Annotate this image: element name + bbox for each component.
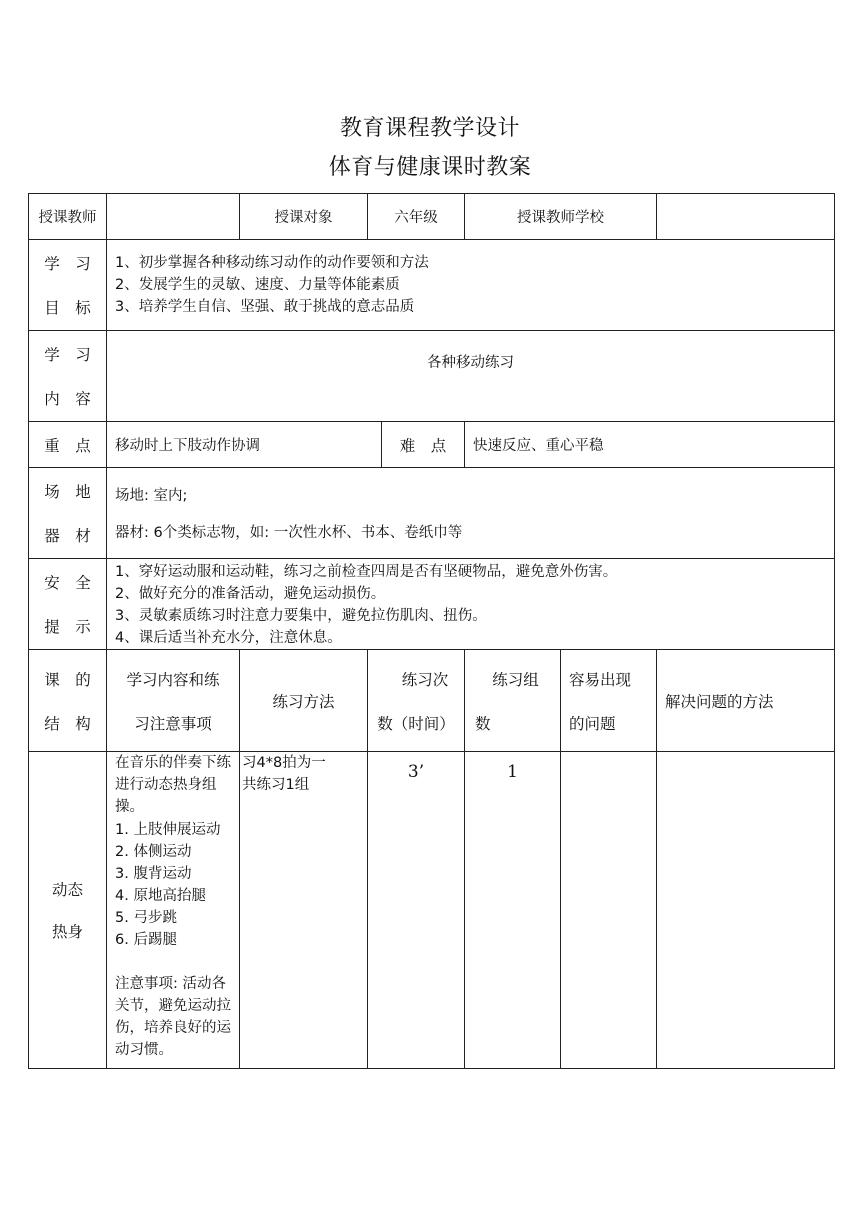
venue-equipment: 器材: 6个类标志物，如: 一次性水杯、书本、卷纸巾等	[115, 525, 463, 541]
col-times-line: 练习次	[401, 670, 449, 689]
col-solutions-header: 解决问题的方法	[657, 650, 835, 752]
col-sets-line: 练习组	[492, 670, 539, 689]
warmup-move: 4. 原地高抬腿	[115, 888, 206, 904]
difficulty-label: 难 点	[382, 422, 465, 468]
school-value	[657, 194, 835, 240]
warmup-move: 2. 体侧运动	[115, 844, 192, 860]
venue-label-line: 场 地	[44, 483, 91, 501]
structure-label	[29, 650, 107, 752]
warmup-label	[29, 752, 107, 1069]
warmup-solutions	[657, 752, 835, 1069]
warmup-move: 3. 腹背运动	[115, 866, 192, 882]
col-content-line: 学习内容和练	[126, 670, 220, 689]
safety-item: 4、课后适当补充水分，注意休息。	[115, 630, 342, 646]
header-row	[29, 194, 835, 240]
objective-item: 2、发展学生的灵敏、速度、力量等体能素质	[115, 277, 400, 293]
warmup-method-line: 习4*8拍为一	[242, 755, 326, 771]
structure-label-line: 课 的	[44, 670, 91, 689]
safety-list	[107, 559, 835, 650]
warmup-note-line: 动习惯。	[115, 1042, 173, 1058]
audience-value: 六年级	[368, 194, 465, 240]
warmup-method-line: 共练习1组	[242, 777, 310, 793]
structure-label-line: 结 构	[44, 714, 91, 733]
warmup-label-line: 动态	[51, 881, 83, 899]
venue-label	[29, 468, 107, 559]
difficulty-value: 快速反应、重心平稳	[465, 422, 835, 468]
col-method-header: 练习方法	[240, 650, 368, 752]
warmup-method	[240, 752, 368, 1069]
content-label	[29, 331, 107, 422]
warmup-move: 6. 后踢腿	[115, 932, 177, 948]
audience-label: 授课对象	[240, 194, 368, 240]
safety-label	[29, 559, 107, 650]
objectives-row	[29, 240, 835, 331]
key-points-value: 移动时上下肢动作协调	[107, 422, 382, 468]
col-content-header	[107, 650, 240, 752]
safety-label-line: 安 全	[44, 574, 91, 592]
document-subtitle: 体育与健康课时教案	[328, 155, 532, 180]
venue-details	[107, 468, 835, 559]
safety-item: 1、穿好运动服和运动鞋，练习之前检查四周是否有坚硬物品，避免意外伤害。	[115, 564, 618, 580]
objectives-label-line: 学 习	[44, 255, 91, 273]
warmup-intro-line: 操。	[115, 799, 144, 815]
warmup-times: 3’	[368, 752, 465, 1069]
venue-site: 场地: 室内;	[115, 488, 188, 504]
warmup-note-line: 注意事项: 活动各	[115, 976, 226, 992]
warmup-row	[29, 752, 835, 1069]
content-label-line: 内 容	[44, 390, 91, 408]
content-row	[29, 331, 835, 422]
col-content-line: 习注意事项	[134, 714, 212, 733]
objectives-list	[107, 240, 835, 331]
col-problems-line: 的问题	[569, 714, 616, 733]
safety-item: 2、做好充分的准备活动，避免运动损伤。	[115, 586, 386, 602]
teacher-label: 授课教师	[29, 194, 107, 240]
warmup-note-line: 伤，培养良好的运	[115, 1020, 231, 1036]
content-label-line: 学 习	[44, 346, 91, 364]
lesson-plan-table	[28, 193, 835, 1069]
warmup-move: 5. 弓步跳	[115, 910, 177, 926]
document-title: 教育课程教学设计	[339, 116, 520, 141]
objective-item: 3、培养学生自信、坚强、敢于挑战的意志品质	[115, 299, 415, 315]
venue-row	[29, 468, 835, 559]
warmup-sets: 1	[465, 752, 561, 1069]
structure-header-row	[29, 650, 835, 752]
key-points-row	[29, 422, 835, 468]
venue-label-line: 器 材	[44, 527, 91, 545]
col-times-line: 数（时间）	[377, 714, 455, 733]
key-points-label: 重 点	[29, 422, 107, 468]
objectives-label-line: 目 标	[44, 299, 91, 317]
warmup-note-line: 关节，避免运动拉	[115, 998, 231, 1014]
safety-item: 3、灵敏素质练习时注意力要集中，避免拉伤肌肉、扭伤。	[115, 608, 487, 624]
col-problems-line: 容易出现	[569, 670, 632, 689]
col-problems-header	[561, 650, 657, 752]
col-times-header	[368, 650, 465, 752]
content-value: 各种移动练习	[107, 331, 835, 422]
school-label: 授课教师学校	[465, 194, 657, 240]
objective-item: 1、初步掌握各种移动练习动作的动作要领和方法	[115, 255, 429, 271]
warmup-intro-line: 在音乐的伴奏下练	[115, 755, 231, 771]
teacher-value	[107, 194, 240, 240]
safety-row	[29, 559, 835, 650]
col-sets-line: 数	[475, 714, 491, 733]
col-sets-header	[465, 650, 561, 752]
safety-label-line: 提 示	[44, 618, 91, 636]
warmup-intro-line: 进行动态热身组	[115, 777, 217, 793]
warmup-content	[107, 752, 240, 1069]
warmup-problems	[561, 752, 657, 1069]
warmup-move: 1. 上肢伸展运动	[115, 822, 221, 838]
objectives-label	[29, 240, 107, 331]
warmup-label-line: 热身	[51, 923, 83, 941]
